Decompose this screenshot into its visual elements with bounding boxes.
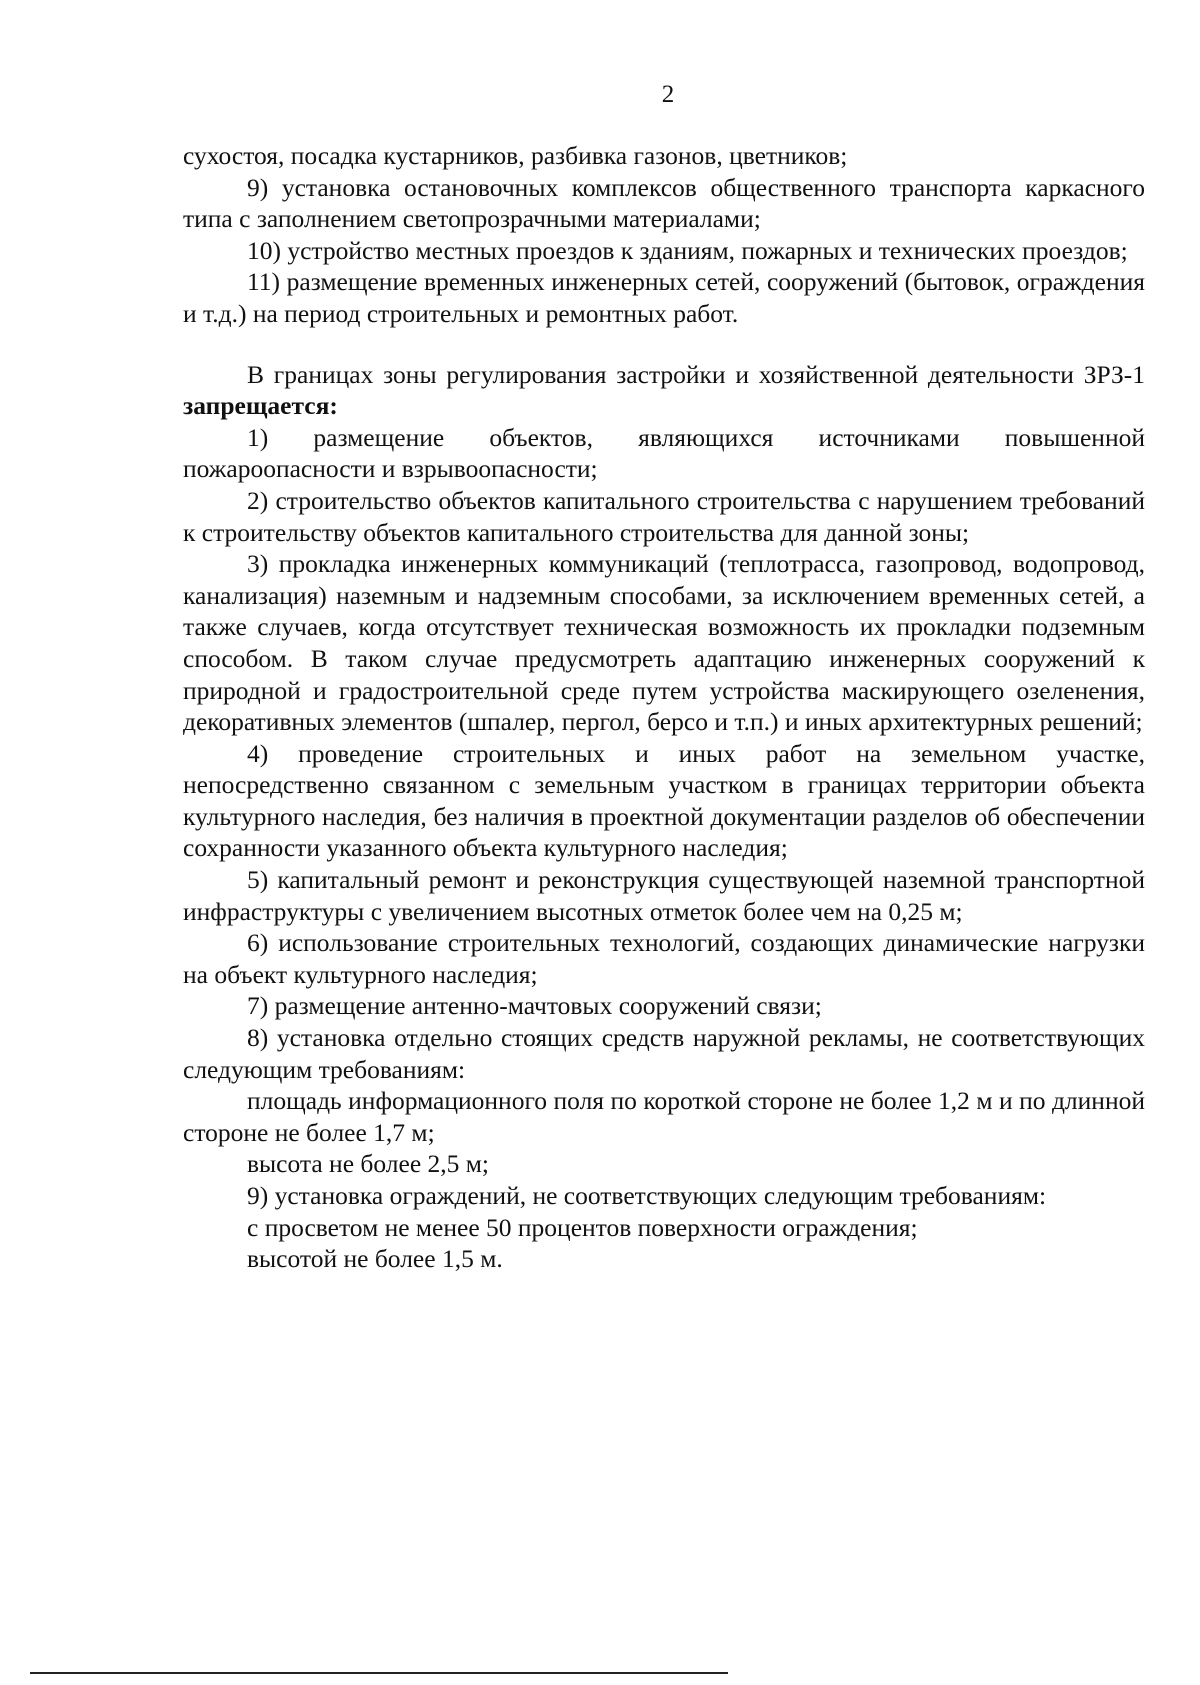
paragraph-prohibited-1: 1) размещение объектов, являющихся источниками повышенной пожароопасности и взрывоопасности; xyxy=(183,422,1145,484)
document-body xyxy=(183,140,1145,1275)
paragraph-prohibited-4: 4) проведение строительных и иных работ на земельном участке, непосредственно связанном с земельным участком в границах территории объекта культурного наследия, без наличия в проектной документации разделов об обеспечении сохранности указанного объекта культурного наследия; xyxy=(183,738,1145,863)
paragraph-zone-intro xyxy=(183,359,1145,422)
paragraph-item-10-driveways: 10) устройство местных проездов к зданиям, пожарных и технических проездов; xyxy=(247,235,1128,265)
paragraph-item-11-temporary-networks: 11) размещение временных инженерных сетей, сооружений (бытовок, ограждения и т.д.) на период строительных и ремонтных работ. xyxy=(183,267,1145,328)
paragraph-continuation: сухостоя, посадка кустарников, разбивка газонов, цветников; xyxy=(183,141,848,170)
paragraph-requirement-fence-height: высотой не более 1,5 м. xyxy=(247,1244,503,1274)
paragraph-requirement-height: высота не более 2,5 м; xyxy=(247,1149,489,1179)
paragraph-prohibited-9: 9) установка ограждений, не соответствующих следующим требованиям: xyxy=(247,1181,1047,1210)
paragraph-item-9-stops: 9) установка остановочных комплексов общественного транспорта каркасного типа с заполнением светопрозрачными материалами; xyxy=(183,172,1145,234)
paragraph-prohibited-6: 6) использование строительных технологий, создающих динамические нагрузки на объект культурного наследия; xyxy=(183,928,1145,989)
paragraph-prohibited-5: 5) капитальный ремонт и реконструкция существующей наземной транспортной инфраструктуры с увеличением высотных отметок более чем на 0,25 м; xyxy=(183,865,1145,926)
page-number: 2 xyxy=(661,81,675,108)
paragraph-prohibited-3: 3) прокладка инженерных коммуникаций (теплотрасса, газопровод, водопровод, канализация) наземным и надземным способами, за исключением временных сетей, а также случаев, когда отсутствует техническая возможность их прокладки подземным способом. В таком случае предусмотреть адаптацию инженерных сооружений к природной и градостроительной среде путем устройства маскирующего озеленения, декоративных элементов (шпалер, пергол, берсо и т.п.) и иных архитектурных решений; xyxy=(183,549,1145,737)
zone-intro-prohibited: запрещается: xyxy=(183,391,338,421)
paragraph-prohibited-8: 8) установка отдельно стоящих средств наружной рекламы, не соответствующих следующим требованиям: xyxy=(183,1023,1145,1084)
paragraph-requirement-area: площадь информационного поля по короткой стороне не более 1,2 м и по длинной стороне не более 1,7 м; xyxy=(183,1086,1145,1147)
footer-divider xyxy=(30,1672,728,1674)
paragraph-requirement-clearance: с просветом не менее 50 процентов поверхности ограждения; xyxy=(247,1212,918,1242)
paragraph-prohibited-2: 2) строительство объектов капитального строительства с нарушением требований к строительству объектов капитального строительства для данной зоны; xyxy=(183,485,1145,547)
zone-intro-text: В границах зоны регулирования застройки и хозяйственной деятельности ЗРЗ-1 xyxy=(247,359,1145,389)
paragraph-prohibited-7: 7) размещение антенно-мачтовых сооружений связи; xyxy=(247,991,822,1021)
